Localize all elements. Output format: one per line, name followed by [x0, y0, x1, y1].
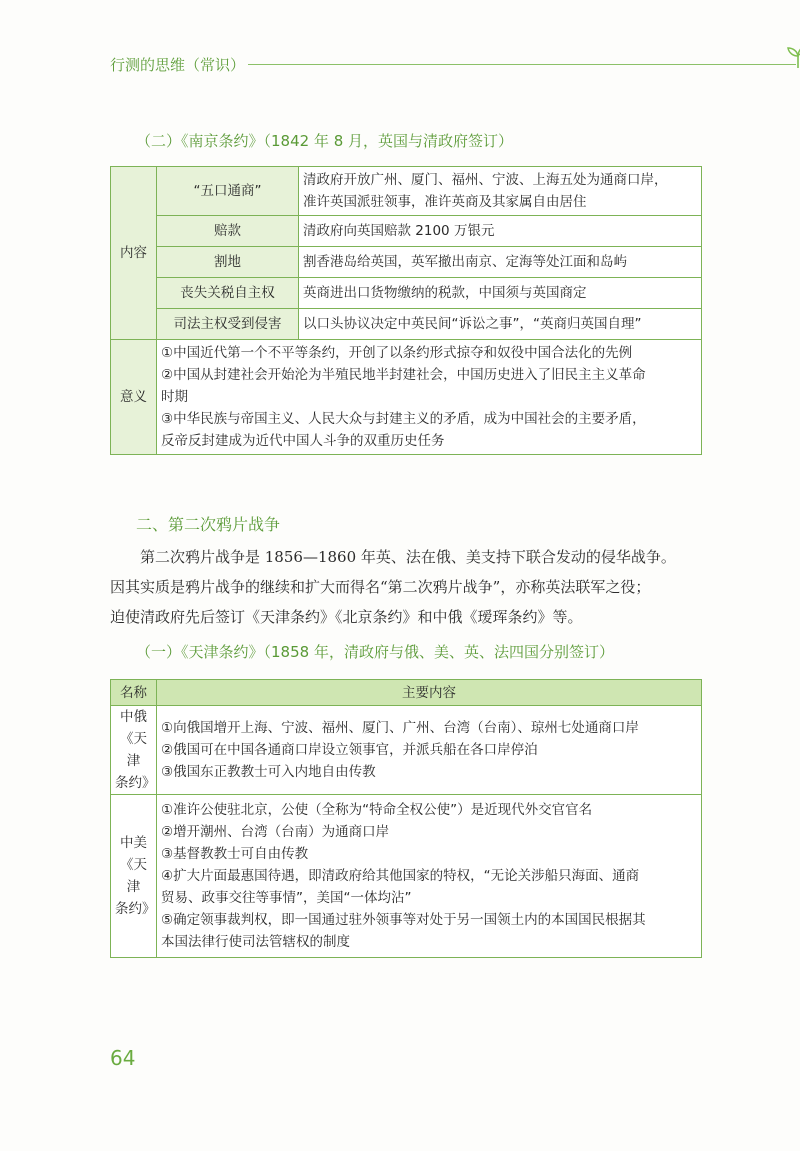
- item-label: 丧失关税自主权: [157, 278, 299, 309]
- content-label: 内容: [111, 167, 157, 340]
- item-description: 以口头协议决定中英民间“诉讼之事”，“英商归英国自理”: [299, 309, 702, 340]
- treaty-name: 中俄 《天津 条约》: [111, 706, 157, 795]
- item-label: 割地: [157, 247, 299, 278]
- item-label: 赔款: [157, 216, 299, 247]
- treaty-content: ①准许公使驻北京，公使（全称为“特命全权公使”）是近现代外交官官名 ②增开潮州、台湾（台南）为通商口岸 ③基督教教士可自由传教 ④扩大片面最惠国待遇，即清政府给其他国家的特权，“无论关涉船只海面、通商 贸易、政事交往等事情”，美国“一体均沾” ⑤确定领事裁判权，即一国通过驻外领事等对处于另一国领土内的本国国民根据其 本国法律行使司法管辖权的制度: [157, 795, 702, 958]
- tianjin-treaty-subtitle: （一）《天津条约》（1858 年，清政府与俄、美、英、法四国分别签订）: [136, 643, 614, 661]
- header-divider: [248, 64, 796, 65]
- tianjin-treaty-table: [110, 679, 702, 958]
- section-paragraph: 第二次鸦片战争是 1856—1860 年英、法在俄、美支持下联合发动的侵华战争。 因其实质是鸦片战争的继续和扩大而得名“第二次鸦片战争”，亦称英法联军之役； 迫使清政府先后签订《天津条约》《北京条约》和中俄《瑷珲条约》等。: [110, 548, 676, 626]
- section-heading: 二、第二次鸦片战争: [136, 515, 281, 534]
- column-header-content: 主要内容: [157, 680, 702, 706]
- nanjing-treaty-table: [110, 166, 702, 455]
- item-description: 英商进出口货物缴纳的税款，中国须与英国商定: [299, 278, 702, 309]
- item-description: 清政府向英国赔款 2100 万银元: [299, 216, 702, 247]
- significance-label: 意义: [111, 340, 157, 455]
- column-header-name: 名称: [111, 680, 157, 706]
- item-description: 割香港岛给英国，英军撤出南京、定海等处江面和岛屿: [299, 247, 702, 278]
- header-title: 行测的思维（常识）: [110, 56, 246, 74]
- nanjing-treaty-subtitle: （二）《南京条约》（1842 年 8 月，英国与清政府签订）: [136, 132, 514, 150]
- significance-text: ①中国近代第一个不平等条约，开创了以条约形式掠夺和奴役中国合法化的先例 ②中国从封建社会开始沦为半殖民地半封建社会，中国历史进入了旧民主主义革命 时期 ③中华民族与帝国主义、人民大众与封建主义的矛盾，成为中国社会的主要矛盾， 反帝反封建成为近代中国人斗争的双重历史任务: [157, 340, 702, 455]
- sprout-icon: [786, 44, 800, 70]
- page-number: 64: [110, 1046, 136, 1070]
- treaty-content: ①向俄国增开上海、宁波、福州、厦门、广州、台湾（台南）、琼州七处通商口岸 ②俄国可在中国各通商口岸设立领事官，并派兵船在各口岸停泊 ③俄国东正教教士可入内地自由传教: [157, 706, 702, 795]
- item-description: 清政府开放广州、厦门、福州、宁波、上海五处为通商口岸， 准许英国派驻领事，准许英商及其家属自由居住: [299, 167, 702, 216]
- page-header: [110, 50, 700, 80]
- treaty-name: 中美 《天津 条约》: [111, 795, 157, 958]
- item-label: 司法主权受到侵害: [157, 309, 299, 340]
- item-label: “五口通商”: [157, 167, 299, 216]
